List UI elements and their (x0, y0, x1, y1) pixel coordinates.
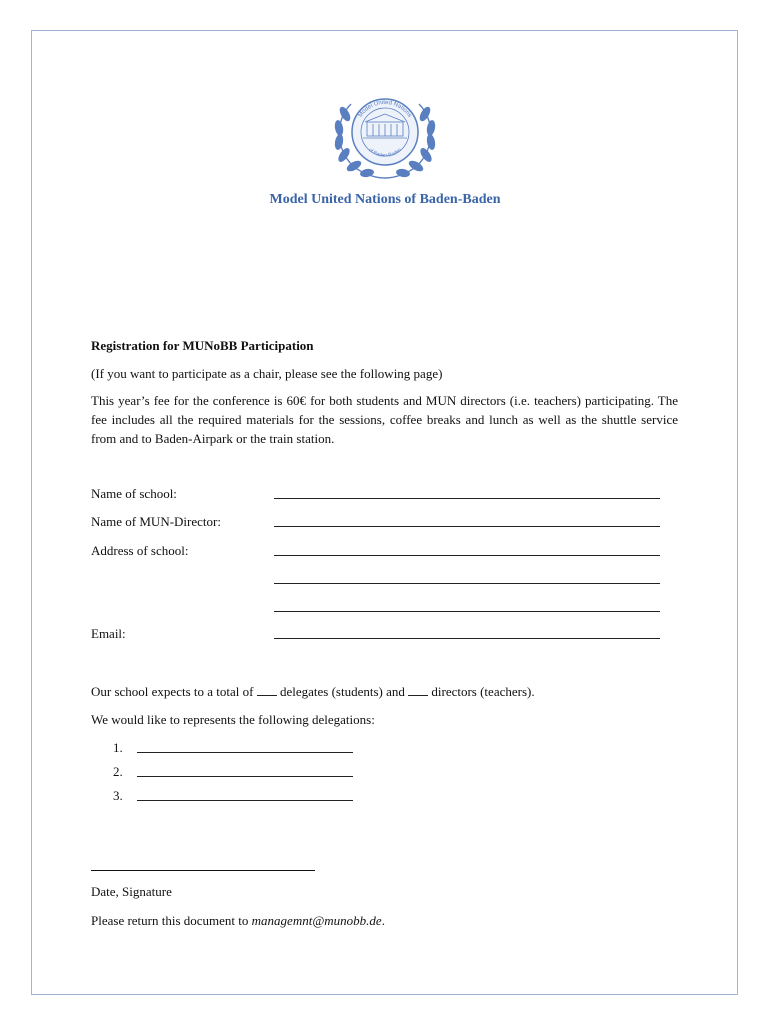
address-field-line-2[interactable] (274, 583, 660, 584)
delegation-field-3[interactable] (137, 800, 353, 801)
director-name-field[interactable] (274, 526, 660, 527)
signature-label: Date, Signature (91, 884, 172, 899)
delegation-number-3: 3. (113, 788, 123, 803)
logo-arc-top-text: Model United Nations (357, 99, 413, 119)
logo-arc-bottom-text: of Baden-Baden (367, 147, 403, 159)
delegates-count-blank[interactable] (257, 685, 277, 696)
expects-part-2: delegates (students) and (279, 684, 405, 699)
return-text: Please return this document to (91, 913, 249, 928)
delegations-intro: We would like to represents the following delegations: (91, 712, 375, 727)
address-label: Address of school: (91, 543, 189, 558)
director-name-label: Name of MUN-Director: (91, 514, 221, 529)
return-end: . (381, 913, 385, 928)
return-instruction (91, 911, 385, 930)
fee-paragraph: This year’s fee for the conference is 60€ for both students and MUN directors (i.e. teachers) participating. The fee includes all the required materials for the sessions, coffee breaks and lunch as well as the shuttle service from and to Baden-Airpark or the train station. (91, 393, 678, 446)
signature-line[interactable] (91, 870, 315, 871)
expects-part-1: Our school expects to a total of (91, 684, 254, 699)
delegation-field-2[interactable] (137, 776, 353, 777)
chair-note: (If you want to participate as a chair, please see the following page) (91, 366, 443, 381)
delegation-number-2: 2. (113, 764, 123, 779)
directors-count-blank[interactable] (408, 685, 428, 696)
address-field-line-3[interactable] (274, 611, 660, 612)
address-field-line-1[interactable] (274, 555, 660, 556)
email-field[interactable] (274, 638, 660, 639)
registration-heading: Registration for MUNoBB Participation (91, 338, 314, 353)
expects-sentence (91, 682, 535, 701)
expects-part-3: directors (teachers). (431, 684, 535, 699)
delegation-number-1: 1. (113, 740, 123, 755)
school-name-label: Name of school: (91, 486, 177, 501)
email-label: Email: (91, 626, 126, 641)
delegation-field-1[interactable] (137, 752, 353, 753)
school-name-field[interactable] (274, 498, 660, 499)
return-email-link[interactable]: managemnt@munobb.de (251, 913, 382, 928)
org-title: Model United Nations of Baden-Baden (269, 192, 501, 207)
munobb-logo (329, 86, 441, 180)
